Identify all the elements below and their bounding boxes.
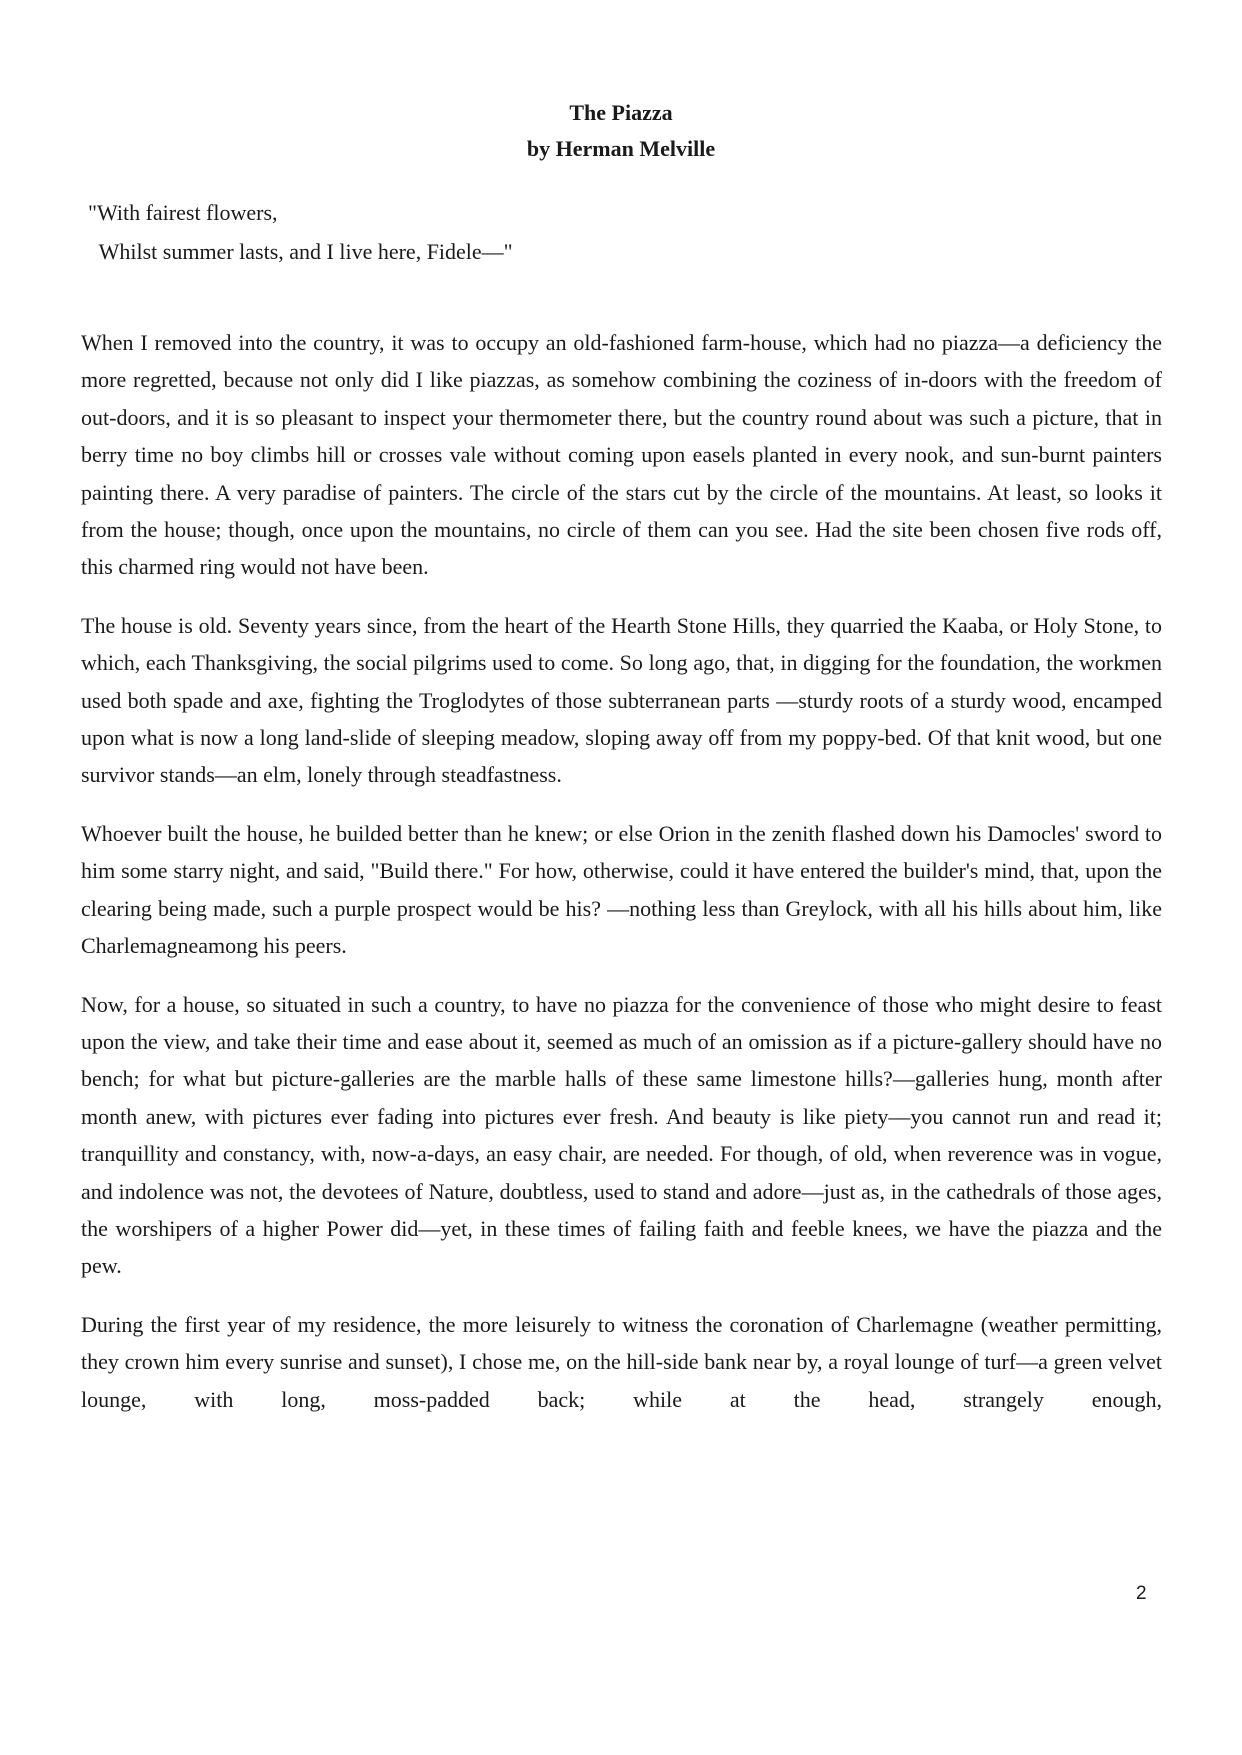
document-title: The Piazza xyxy=(569,100,673,125)
epigraph-line: "With fairest flowers, xyxy=(88,200,278,225)
paragraph: Now, for a house, so situated in such a country, to have no piazza for the convenience of those who might desire to feast upon the view, and take their time and ease about it, seemed as much of an omission as if a picture-gallery should have no bench; for what but picture-galleries are the marble halls of these same limestone hills?—galleries hung, month after month anew, with pictures ever fading into pictures ever fresh. And beauty is like piety—you cannot run and read it; tranquillity and constancy, with, now-a-days, an easy chair, are needed. For though, of old, when reverence was in vogue, and indolence was not, the devotees of Nature, doubtless, used to stand and adore—just as, in the cathedrals of those ages, the worshipers of a higher Power did—yet, in these times of failing faith and feeble knees, we have the piazza and the pew. xyxy=(81,991,1162,1279)
paragraph: During the first year of my residence, the more leisurely to witness the coronation of Charlemagne (weather permitting, they crown him every sunrise and sunset), I chose me, on the hill-side bank near by, a royal lounge of turf—a green velvet lounge, with long, moss-padded back; while at the head, strangely enough, xyxy=(81,1311,1162,1412)
page-number: 2 xyxy=(1136,1583,1147,1604)
paragraph: Whoever built the house, he builded better than he knew; or else Orion in the zenith flashed down his Damocles' sword to him some starry night, and said, "Build there." For how, otherwise, could it have entered the builder's mind, that, upon the clearing being made, such a purple prospect would be his? —nothing less than Greylock, with all his hills about him, like Charlemagneamong his peers. xyxy=(81,820,1162,959)
paragraph: When I removed into the country, it was to occupy an old-fashioned farm-house, which had no piazza—a deficiency the more regretted, because not only did I like piazzas, as somehow combining the coziness of in-doors with the freedom of out-doors, and it is so pleasant to inspect your thermometer there, but the country round about was such a picture, that in berry time no boy climbs hill or crosses vale without coming upon easels planted in every nook, and sun-burnt painters painting there. A very paradise of painters. The circle of the stars cut by the circle of the mountains. At least, so looks it from the house; though, once upon the mountains, no circle of them can you see. Had the site been chosen five rods off, this charmed ring would not have been. xyxy=(81,330,1162,580)
author-line: by Herman Melville xyxy=(526,136,716,161)
epigraph-line: Whilst summer lasts, and I live here, Fidele—" xyxy=(88,239,513,264)
paragraph: The house is old. Seventy years since, from the heart of the Hearth Stone Hills, they quarried the Kaaba, or Holy Stone, to which, each Thanksgiving, the social pilgrims used to come. So long ago, that, in digging for the foundation, the workmen used both spade and axe, fighting the Troglodytes of those subterranean parts —sturdy roots of a sturdy wood, encamped upon what is now a long land-slide of sleeping meadow, sloping away off from my poppy-bed. Of that knit wood, but one survivor stands—an elm, lonely through steadfastness. xyxy=(81,612,1162,788)
body-text xyxy=(81,324,1162,1418)
epigraph xyxy=(88,193,513,271)
